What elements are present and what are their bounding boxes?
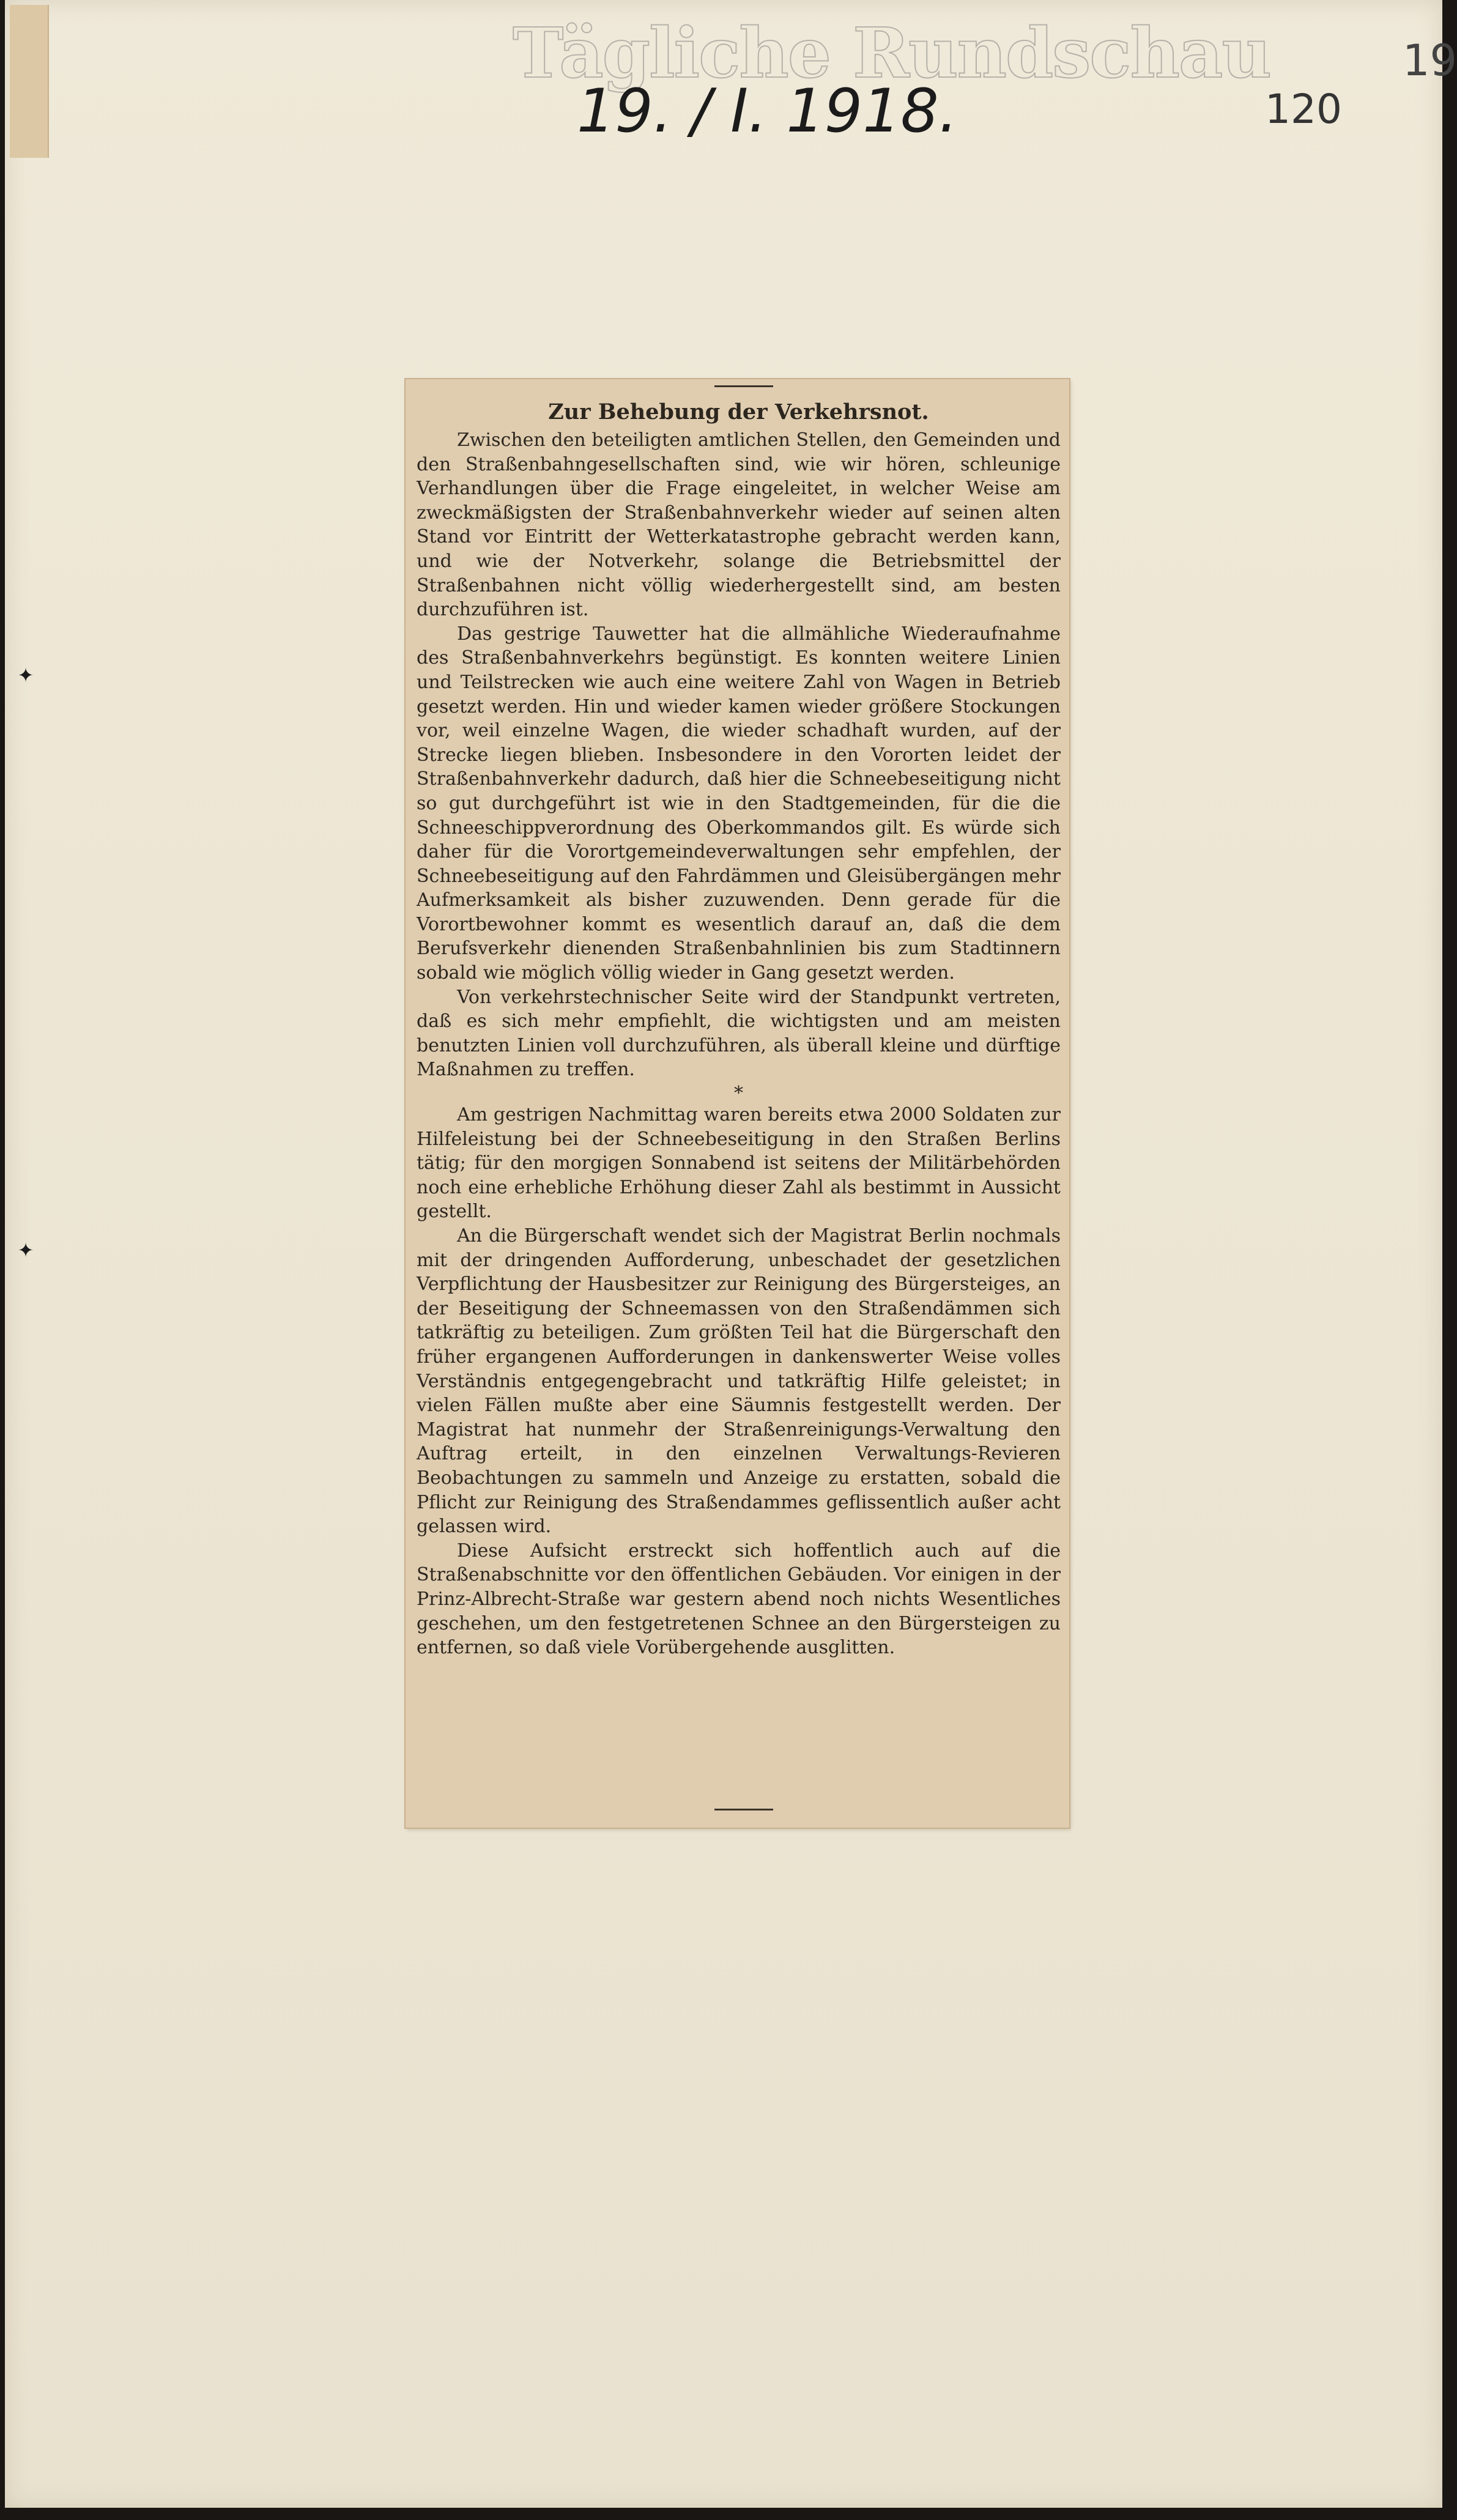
article-paragraph: Das gestrige Tauwetter hat die allmähliche Wiederaufnahme des Straßenbahnverkehrs begünstigt. Es konnten weitere Linien und Teilstrecken wie auch eine weitere Zahl von Wagen in Betrieb gesetzt werden. Hin und wieder kamen wieder größere Stockungen vor, weil einzelne Wagen, die wieder schadhaft wurden, auf der Strecke liegen blieben. Insbesondere in den Vororten leidet der Straßenbahnverkehr dadurch, daß hier die Schneebeseitigung nicht so gut durchgeführt ist wie in den Stadtgemeinden, für die die Schneeschippverordnung des Oberkommandos gilt. Es würde sich daher für die Vorortgemeindeverwaltungen sehr empfehlen, der Schneebeseitigung auf den Fahrdämmen und Gleisübergängen mehr Aufmerksamkeit als bisher zuzuwenden. Denn gerade für die Vorortbewohner kommt es wesentlich darauf an, daß die dem Berufsverkehr dienenden Straßenbahnlinien bis zum Stadtinnern sobald wie möglich völlig wieder in Gang gesetzt werden.: [417, 623, 1061, 984]
archive-sheet: [5, 0, 1457, 2508]
corner-page-number: 19: [1403, 35, 1457, 86]
article-paragraph: An die Bürgerschaft wendet sich der Magistrat Berlin nochmals mit der dringenden Aufforderung, unbeschadet der gesetzlichen Verpflichtung der Hausbesitzer zur Reinigung des Bürgersteiges, an der Beseitigung der Schneemassen von den Straßendämmen sich tatkräftig zu beteiligen. Zum größten Teil hat die Bürgerschaft den früher ergangenen Aufforderungen in dankenswerter Weise volles Verständnis entgegengebracht und tatkräftig Hilfe geleistet; in vielen Fällen mußte aber eine Säumnis festgestellt werden. Der Magistrat hat nunmehr der Straßenreinigungs-Verwaltung den Auftrag erteilt, in den einzelnen Verwaltungs-Revieren Beobachtungen zu sammeln und Anzeige zu erstatten, sobald die Pflicht zur Reinigung des Straßendammes geflissentlich außer acht gelassen wird.: [417, 1225, 1061, 1538]
newspaper-stamp: Tägliche Rundschau: [513, 13, 1270, 94]
folio-number: 120: [1265, 86, 1342, 133]
pin-mark-icon: ✦: [17, 1239, 34, 1262]
article-paragraph: Diese Aufsicht erstreckt sich hoffentlich auch auf die Straßenabschnitte vor den öffentlichen Gebäuden. Vor einigen in der Prinz-Albrecht-Straße war gestern abend noch nichts Wesentliches geschehen, um den festgetretenen Schnee an den Bürgersteigen zu entfernen, so daß viele Vorübergehende ausglitten.: [417, 1540, 1061, 1659]
pin-mark-icon: ✦: [17, 664, 34, 687]
newspaper-clipping: [406, 379, 1069, 1828]
section-separator: *: [734, 1083, 743, 1105]
article-headline: Zur Behebung der Verkehrsnot.: [548, 399, 929, 424]
top-rule: [714, 385, 773, 387]
binding-tab: [10, 5, 49, 158]
bottom-rule: [714, 1809, 773, 1810]
article-paragraph: Von verkehrstechnischer Seite wird der Standpunkt vertreten, daß es sich mehr empfiehlt, die wichtigsten und am meisten benutzten Linien voll durchzuführen, als überall kleine und dürftige Maßnahmen zu treffen.: [417, 986, 1061, 1081]
article-paragraph: Am gestrigen Nachmittag waren bereits etwa 2000 Soldaten zur Hilfeleistung bei der Schneebeseitigung in den Straßen Berlins tätig; für den morgigen Sonnabend ist seitens der Militärbehörden noch eine erhebliche Erhöhung dieser Zahl als bestimmt in Aussicht gestellt.: [417, 1104, 1061, 1223]
article-paragraph: Zwischen den beteiligten amtlichen Stellen, den Gemeinden und den Straßenbahngesellschaften sind, wie wir hören, schleunige Verhandlungen über die Frage eingeleitet, in welcher Weise am zweckmäßigsten der Straßenbahnverkehr wieder auf seinen alten Stand vor Eintritt der Wetterkatastrophe gebracht werden kann, und wie der Notverkehr, solange die Betriebsmittel der Straßenbahnen nicht völlig wiederhergestellt sind, am besten durchzuführen ist.: [417, 429, 1061, 621]
handwritten-date: 19. / I. 1918.: [577, 76, 958, 146]
